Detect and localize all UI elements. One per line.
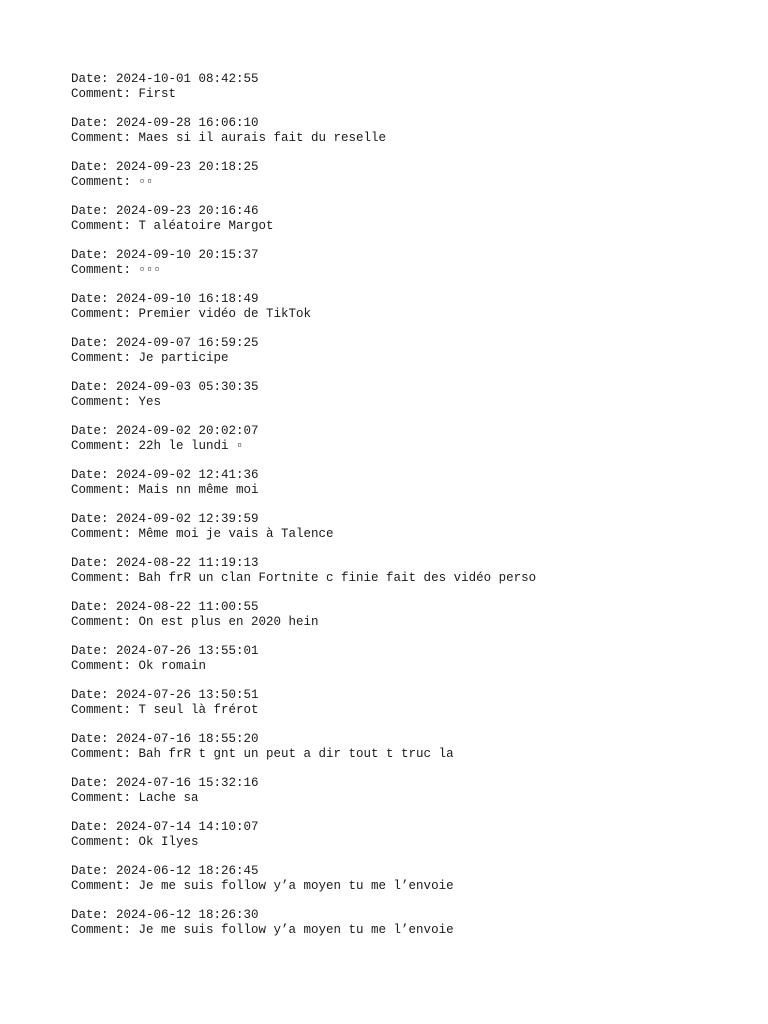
comment-entry [71, 116, 536, 146]
entry-date-line [71, 160, 536, 175]
entry-date-line [71, 204, 536, 219]
date-label: Date: [71, 336, 117, 350]
date-label: Date: [71, 732, 117, 746]
entry-date: 2024-09-07 16:59:25 [116, 336, 259, 350]
date-label: Date: [71, 424, 117, 438]
comment-entry [71, 204, 536, 234]
entry-date: 2024-07-16 18:55:20 [116, 732, 259, 746]
entry-date-line [71, 292, 536, 307]
entry-date: 2024-08-22 11:19:13 [116, 556, 259, 570]
entry-date-line [71, 644, 536, 659]
comment-entry [71, 600, 536, 630]
entry-comment: Je me suis follow y’a moyen tu me l’envoie [138, 923, 454, 937]
entry-date: 2024-06-12 18:26:45 [116, 864, 259, 878]
entry-comment-line [71, 175, 536, 190]
comment-entry [71, 556, 536, 586]
comment-label: Comment: [71, 175, 139, 189]
date-label: Date: [71, 380, 117, 394]
entry-date-line [71, 512, 536, 527]
date-label: Date: [71, 688, 117, 702]
entry-date-line [71, 336, 536, 351]
comment-label: Comment: [71, 659, 139, 673]
entry-date: 2024-09-10 20:15:37 [116, 248, 259, 262]
entry-comment: ▫▫▫ [138, 263, 162, 277]
entry-date-line [71, 688, 536, 703]
entry-comment: Premier vidéo de TikTok [138, 307, 312, 321]
comment-label: Comment: [71, 615, 139, 629]
entry-comment: Bah frR t gnt un peut a dir tout t truc la [138, 747, 454, 761]
entry-date: 2024-09-03 05:30:35 [116, 380, 259, 394]
comment-label: Comment: [71, 307, 139, 321]
entry-date: 2024-07-14 14:10:07 [116, 820, 259, 834]
comment-label: Comment: [71, 395, 139, 409]
entry-comment-line [71, 439, 536, 454]
entry-date-line [71, 908, 536, 923]
comment-entry [71, 380, 536, 410]
entry-date: 2024-09-02 12:41:36 [116, 468, 259, 482]
date-label: Date: [71, 72, 117, 86]
date-label: Date: [71, 600, 117, 614]
entry-comment: 22h le lundi ▫ [138, 439, 244, 453]
entry-comment-line [71, 923, 536, 938]
comment-entry [71, 248, 536, 278]
entry-comment: Ok romain [138, 659, 207, 673]
entry-comment-line [71, 263, 536, 278]
entry-date-line [71, 248, 536, 263]
comment-entry [71, 424, 536, 454]
date-label: Date: [71, 644, 117, 658]
entry-comment-line [71, 791, 536, 806]
entry-comment: First [138, 87, 177, 101]
comment-label: Comment: [71, 527, 139, 541]
entry-comment-line [71, 131, 536, 146]
comment-label: Comment: [71, 835, 139, 849]
comment-entry [71, 820, 536, 850]
entry-comment: T aléatoire Margot [138, 219, 274, 233]
date-label: Date: [71, 116, 117, 130]
entry-comment-line [71, 703, 536, 718]
comment-label: Comment: [71, 571, 139, 585]
entry-comment: Même moi je vais à Talence [138, 527, 334, 541]
date-label: Date: [71, 556, 117, 570]
comment-entry [71, 512, 536, 542]
entry-comment: T seul là frérot [138, 703, 259, 717]
entry-date-line [71, 380, 536, 395]
comment-label: Comment: [71, 131, 139, 145]
comment-list [71, 72, 536, 952]
comment-label: Comment: [71, 263, 139, 277]
comment-entry [71, 732, 536, 762]
comment-entry [71, 468, 536, 498]
date-label: Date: [71, 820, 117, 834]
entry-date: 2024-09-10 16:18:49 [116, 292, 259, 306]
entry-date-line [71, 556, 536, 571]
entry-comment: Maes si il aurais fait du reselle [138, 131, 387, 145]
entry-date: 2024-07-26 13:55:01 [116, 644, 259, 658]
entry-date: 2024-10-01 08:42:55 [116, 72, 259, 86]
entry-comment-line [71, 835, 536, 850]
comment-label: Comment: [71, 747, 139, 761]
date-label: Date: [71, 512, 117, 526]
entry-comment-line [71, 219, 536, 234]
comment-entry [71, 336, 536, 366]
entry-comment: Bah frR un clan Fortnite c finie fait des vidéo perso [138, 571, 537, 585]
date-label: Date: [71, 468, 117, 482]
comment-label: Comment: [71, 703, 139, 717]
date-label: Date: [71, 160, 117, 174]
comment-entry [71, 644, 536, 674]
comment-entry [71, 72, 536, 102]
comment-label: Comment: [71, 87, 139, 101]
entry-comment: ▫▫ [138, 175, 154, 189]
entry-comment-line [71, 87, 536, 102]
comment-label: Comment: [71, 879, 139, 893]
entry-date: 2024-09-28 16:06:10 [116, 116, 259, 130]
date-label: Date: [71, 248, 117, 262]
entry-date: 2024-07-26 13:50:51 [116, 688, 259, 702]
comment-entry [71, 908, 536, 938]
comment-label: Comment: [71, 351, 139, 365]
entry-comment: Mais nn même moi [138, 483, 259, 497]
entry-date-line [71, 864, 536, 879]
comment-label: Comment: [71, 483, 139, 497]
entry-date-line [71, 732, 536, 747]
entry-comment-line [71, 483, 536, 498]
entry-date-line [71, 116, 536, 131]
entry-comment: On est plus en 2020 hein [138, 615, 319, 629]
date-label: Date: [71, 908, 117, 922]
comment-entry [71, 776, 536, 806]
entry-comment-line [71, 615, 536, 630]
entry-comment: Lache sa [138, 791, 199, 805]
comment-label: Comment: [71, 923, 139, 937]
entry-date: 2024-09-02 12:39:59 [116, 512, 259, 526]
entry-comment: Je me suis follow y’a moyen tu me l’envoie [138, 879, 454, 893]
entry-date: 2024-09-02 20:02:07 [116, 424, 259, 438]
entry-date-line [71, 468, 536, 483]
entry-comment-line [71, 659, 536, 674]
entry-comment: Je participe [138, 351, 229, 365]
entry-date: 2024-07-16 15:32:16 [116, 776, 259, 790]
comment-label: Comment: [71, 219, 139, 233]
comment-entry [71, 688, 536, 718]
entry-comment-line [71, 879, 536, 894]
entry-comment-line [71, 571, 536, 586]
entry-comment-line [71, 395, 536, 410]
entry-date-line [71, 72, 536, 87]
comment-entry [71, 160, 536, 190]
entry-comment-line [71, 351, 536, 366]
entry-date-line [71, 424, 536, 439]
comment-entry [71, 864, 536, 894]
entry-date-line [71, 776, 536, 791]
comment-entry [71, 292, 536, 322]
date-label: Date: [71, 292, 117, 306]
entry-comment-line [71, 747, 536, 762]
date-label: Date: [71, 204, 117, 218]
entry-date: 2024-08-22 11:00:55 [116, 600, 259, 614]
comment-label: Comment: [71, 791, 139, 805]
comment-label: Comment: [71, 439, 139, 453]
entry-date-line [71, 820, 536, 835]
date-label: Date: [71, 864, 117, 878]
entry-comment: Yes [138, 395, 162, 409]
entry-date: 2024-09-23 20:16:46 [116, 204, 259, 218]
entry-comment: Ok Ilyes [138, 835, 199, 849]
entry-comment-line [71, 307, 536, 322]
date-label: Date: [71, 776, 117, 790]
entry-date-line [71, 600, 536, 615]
entry-date: 2024-09-23 20:18:25 [116, 160, 259, 174]
entry-date: 2024-06-12 18:26:30 [116, 908, 259, 922]
entry-comment-line [71, 527, 536, 542]
